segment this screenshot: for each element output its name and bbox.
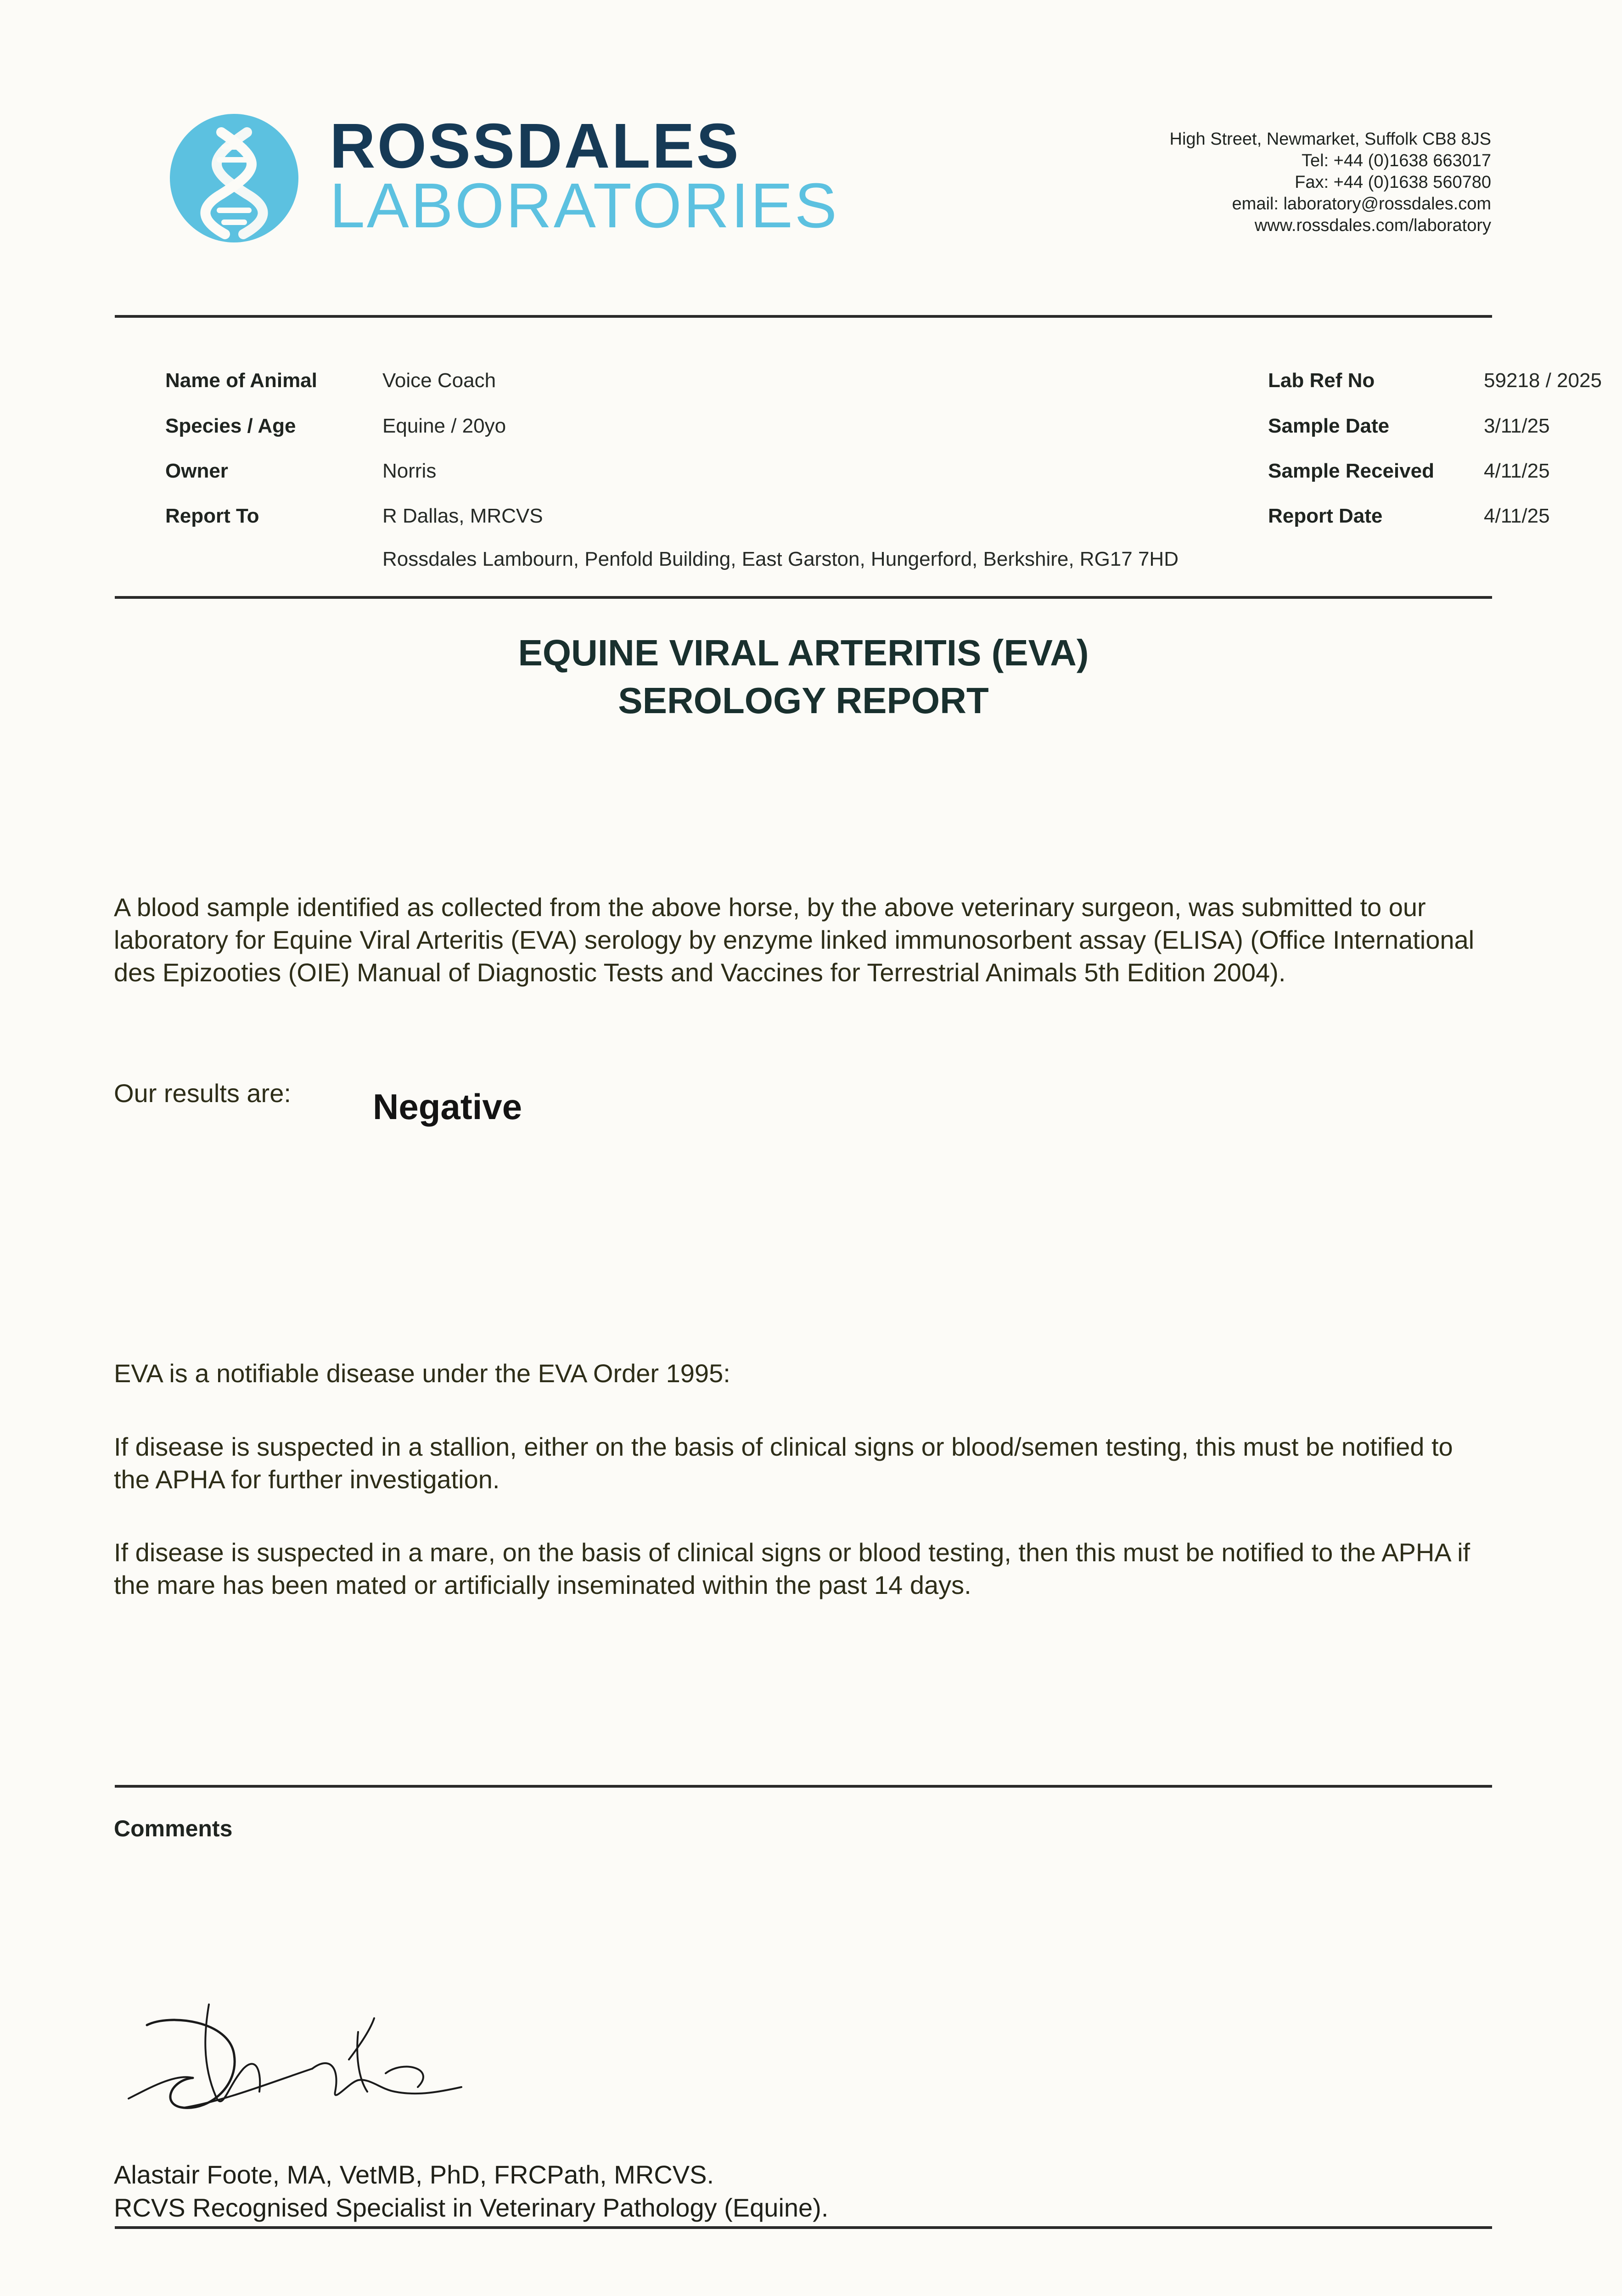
report-title-line-2: SEROLOGY REPORT [618,680,989,721]
footer-divider [115,2226,1492,2229]
value-report-to-address: Rossdales Lambourn, Penfold Building, East Garston, Hungerford, Berkshire, RG17 7HD [382,548,1179,570]
lab-street-address: High Street, Newmarket, Suffolk CB8 8JS [1169,129,1491,149]
value-sample-received: 4/11/25 [1484,460,1550,482]
signatory-title: RCVS Recognised Specialist in Veterinary Pathology (Equine). [114,2193,829,2222]
label-report-to: Report To [165,505,259,527]
comments-divider [115,1785,1492,1788]
lab-website-link[interactable]: www.rossdales.com/laboratory [1254,216,1491,235]
notifiable-statement: EVA is a notifiable disease under the EVA Order 1995: [114,1359,730,1388]
mare-guidance: If disease is suspected in a mare, on the basis of clinical signs or blood testing, then this must be notified to the APHA if the mare has been mated or artificially inseminated within the past 14 days. [114,1538,1470,1599]
value-report-date: 4/11/25 [1484,505,1550,527]
dna-helix-logo-icon [170,114,298,242]
brand-name-line-2: LABORATORIES [330,170,839,241]
label-sample-date: Sample Date [1268,415,1390,437]
value-sample-date: 3/11/25 [1484,415,1550,437]
value-owner: Norris [382,460,437,482]
label-name-of-animal: Name of Animal [165,369,317,392]
label-owner: Owner [165,460,228,482]
brand-name-line-1: ROSSDALES [330,111,741,181]
lab-email-link[interactable]: email: laboratory@rossdales.com [1232,194,1491,214]
value-lab-ref-no: 59218 / 2025 [1484,369,1602,392]
report-title [115,629,1492,725]
value-species-age: Equine / 20yo [382,415,506,437]
label-lab-ref-no: Lab Ref No [1268,369,1375,392]
details-divider [115,596,1492,599]
lab-telephone: Tel: +44 (0)1638 663017 [1301,151,1491,170]
header-divider [115,315,1492,318]
value-report-to: R Dallas, MRCVS [382,505,543,527]
value-name-of-animal: Voice Coach [382,369,496,392]
label-report-date: Report Date [1268,505,1383,527]
comments-heading: Comments [114,1816,233,1841]
label-sample-received: Sample Received [1268,460,1434,482]
signatory-block [114,2158,828,2224]
lab-address-block [1170,129,1491,236]
signatory-name: Alastair Foote, MA, VetMB, PhD, FRCPath, MRCVS. [114,2160,714,2189]
label-species-age: Species / Age [165,415,296,437]
report-title-line-1: EQUINE VIRAL ARTERITIS (EVA) [518,632,1089,673]
lab-fax: Fax: +44 (0)1638 560780 [1295,173,1491,192]
intro-paragraph: A blood sample identified as collected from the above horse, by the above veterinary surgeon, was submitted to our laboratory for Equine Viral Arteritis (EVA) serology by enzyme linked immunosorbent assay (ELISA) (Office International des Epizooties (OIE) Manual of Diagnostic Tests and Vaccines for Terrestrial Animals 5th Edition 2004). [114,893,1475,987]
handwritten-signature [119,2000,473,2138]
results-intro: Our results are: [114,1079,291,1108]
stallion-guidance: If disease is suspected in a stallion, either on the basis of clinical signs or blood/semen testing, this must be notified to the APHA for further investigation. [114,1432,1453,1494]
result-value: Negative [373,1086,522,1127]
